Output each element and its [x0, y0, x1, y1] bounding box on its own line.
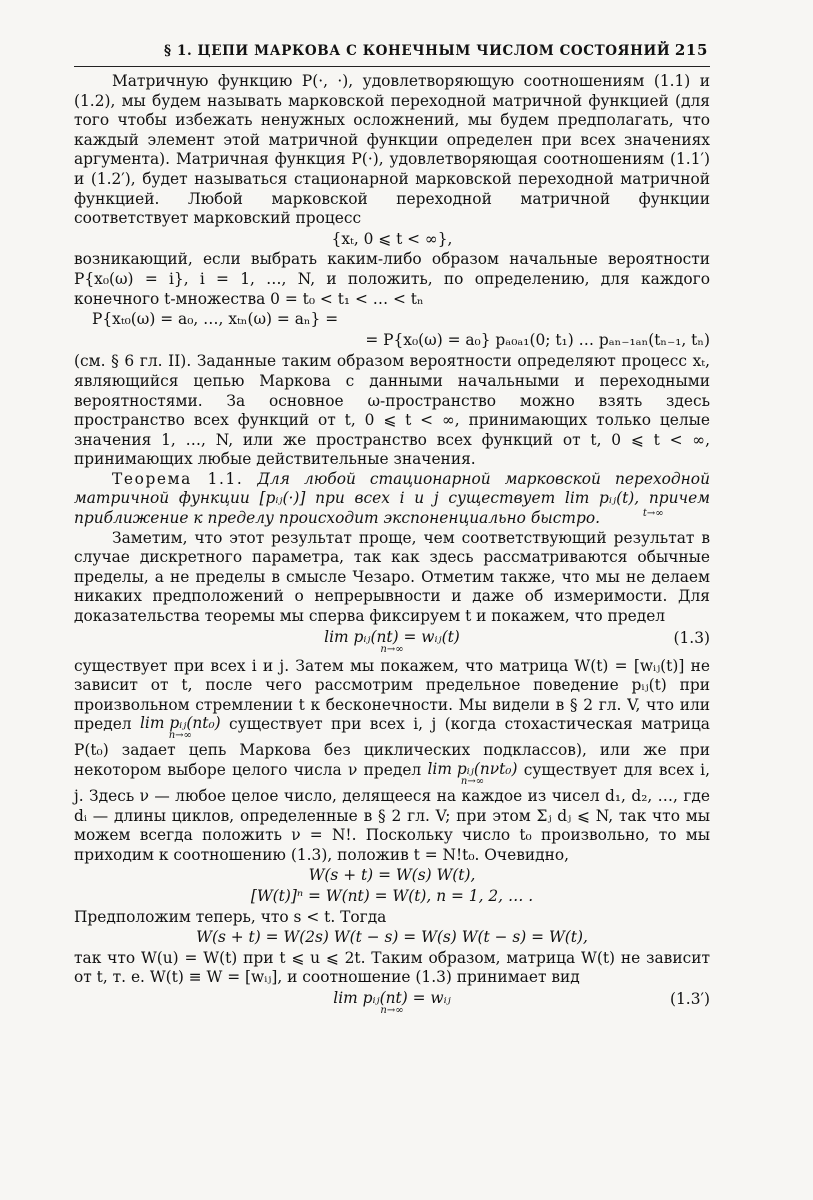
equation-joint-right: = P{x₀(ω) = a₀} pₐ₀ₐ₁(0; t₁) … pₐₙ₋₁ₐₙ(tₙ₋₁, tₙ)	[365, 330, 710, 349]
equation-1-3-subscript: n→∞	[380, 643, 404, 655]
theorem-label: Теорема 1.1.	[112, 469, 244, 488]
equation-1-3-body: lim pᵢⱼ(nt) = wᵢⱼ(t) n→∞	[324, 627, 460, 655]
page-body	[74, 72, 710, 1018]
equation-semigroup-1: W(s + t) = W(s) W(t),	[308, 866, 476, 885]
equation-process: {xₜ, 0 ⩽ t < ∞},	[331, 229, 453, 248]
paragraph-6: Предположим теперь, что s < t. Тогда	[74, 907, 387, 926]
paragraph-5b: существует при всех i, j (когда стохастическая матрица P(t₀) задает цепь Маркова без циклических подклассов), или же при некотором выборе целого числа ν предел	[74, 715, 710, 779]
equation-1-3-prime-tag: (1.3′)	[670, 989, 710, 1008]
inline-limit-2: lim pᵢⱼ(nνt₀) n→∞	[427, 760, 518, 787]
equation-w2s: W(s + t) = W(2s) W(t − s) = W(s) W(t − s) = W(t),	[196, 928, 588, 947]
paragraph-5a: существует при всех i и j. Затем мы покажем, что матрица W(t) = [wᵢⱼ(t)] не зависит от t, после чего рассмотрим предельное поведение pᵢⱼ(t) при произвольном стремлении t к бесконечности. Мы видели в § 2 гл. V, что или предел	[74, 656, 710, 734]
theorem-text: Для любой стационарной марковской переходной матричной функции [pᵢⱼ(·)] при всех i и j существует lim pᵢⱼ(t), причем приближение к пределу происходит экспоненциально быстро.	[74, 469, 710, 528]
paragraph-5	[74, 657, 710, 866]
paragraph-4: Заметим, что этот результат проще, чем соответствующий результат в случае дискретного параметра, так как здесь рассматриваются обычные пределы, а не пределы в смысле Чезаро. Отметим также, что мы не делаем никаких предположений о непрерывности и даже об измеримости. Для доказательства теоремы мы сперва фиксируем t и покажем, что предел	[74, 528, 710, 626]
theorem-1-1	[74, 470, 710, 529]
paragraph-5c: существует для всех i, j. Здесь ν — любое целое число, делящееся на каждое из чисел d₁, d₂, …, где dᵢ — длины циклов, определенные в § 2 гл. V; при этом Σⱼ dⱼ ⩽ N, так что мы можем всегда положить ν = N!. Поскольку число t₀ произвольно, то мы приходим к соотношению (1.3), положив t = N!t₀. Очевидно,	[74, 761, 710, 864]
equation-1-3-prime-body: lim pᵢⱼ(nt) = wᵢⱼ n→∞	[333, 988, 451, 1016]
equation-semigroup-2: [W(t)]ⁿ = W(nt) = W(t), n = 1, 2, … .	[250, 886, 534, 905]
equation-1-3-tag: (1.3)	[673, 628, 710, 647]
section-title: § 1. ЦЕПИ МАРКОВА С КОНЕЧНЫМ ЧИСЛОМ СОСТОЯНИЙ	[164, 43, 671, 59]
paragraph-7: так что W(u) = W(t) при t ⩽ u ⩽ 2t. Таким образом, матрица W(t) не зависит от t, т. е. W(t) ≡ W = [wᵢⱼ], и соотношение (1.3) принимает вид	[74, 948, 710, 987]
theorem-limit-subscript: t→∞	[642, 508, 664, 520]
paragraph-2: возникающий, если выбрать каким-либо образом начальные вероятности P{x₀(ω) = i}, i = 1, …, N, и положить, по определению, для каждого конечного t-множества 0 = t₀ < t₁ < … < tₙ	[74, 250, 710, 308]
equation-joint-left: P{xₜ₀(ω) = a₀, …, xₜₙ(ω) = aₙ} =	[92, 310, 339, 329]
paragraph-1: Матричную функцию P(·, ·), удовлетворяющую соотношениям (1.1) и (1.2), мы будем называть марковской переходной матричной функцией (для того чтобы избежать ненужных осложнений, мы будем предполагать, что каждый элемент этой матричной функции определен при всех значениях аргумента). Матричная функция P(·), удовлетворяющая соотношениям (1.1′) и (1.2′), будет называться стационарной марковской переходной матричной функцией. Любой марковской переходной матричной функции соответствует марковский процесс	[74, 72, 710, 228]
equation-1-3-prime	[74, 990, 710, 1016]
equation-1-3-prime-subscript: n→∞	[380, 1004, 404, 1016]
inline-limit-1: lim pᵢⱼ(nt₀) n→∞	[140, 714, 221, 742]
running-header	[74, 40, 710, 67]
equation-1-3	[74, 629, 710, 655]
paragraph-3: (см. § 6 гл. II). Заданные таким образом вероятности определяют процесс xₜ, являющийся цепью Маркова с данными начальными и переходными вероятностями. За основное ω-пространство можно взять здесь пространство всех функций от t, 0 ⩽ t < ∞, принимающих только целые значения 1, …, N, или же пространство всех функций от t, 0 ⩽ t < ∞, принимающих любые действительные значения.	[74, 352, 710, 469]
page-number: 215	[674, 41, 708, 59]
